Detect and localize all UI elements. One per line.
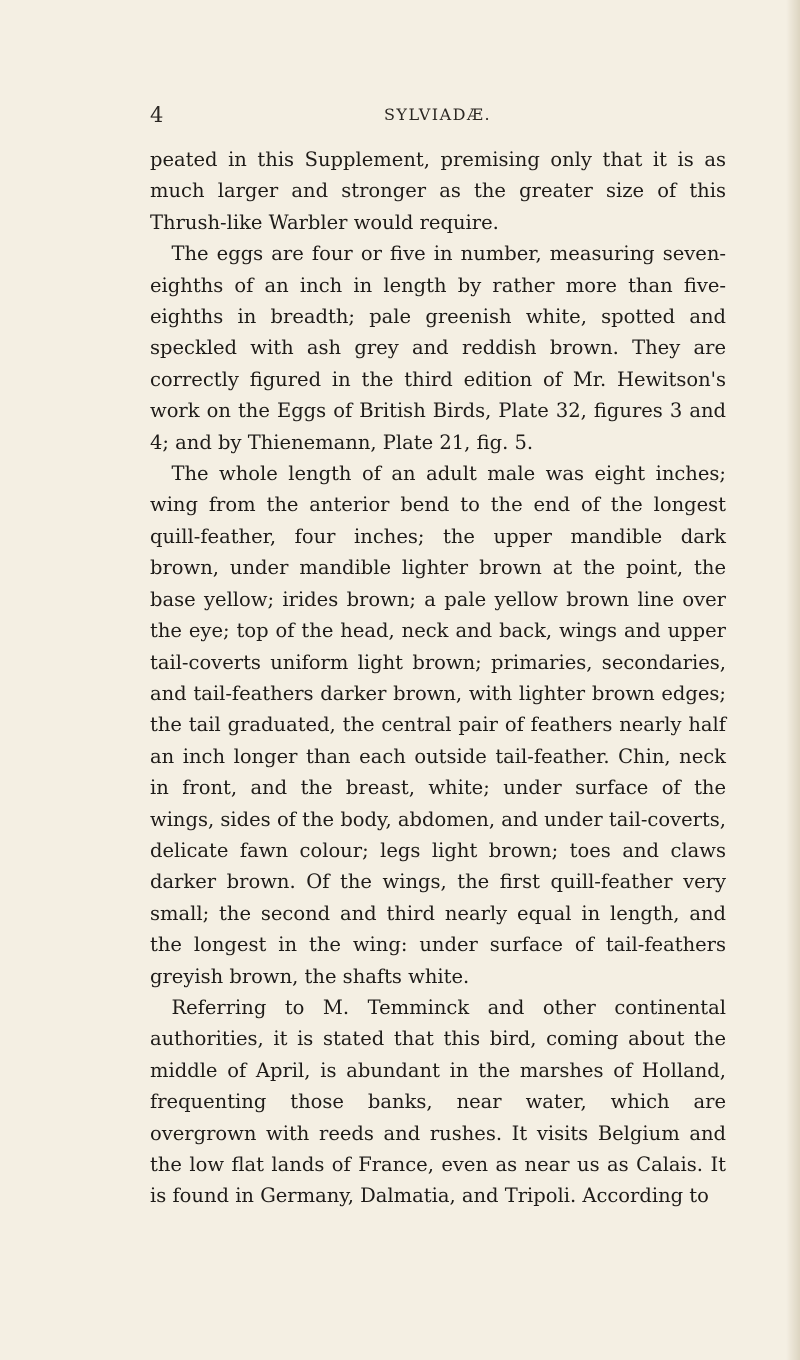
body-text (150, 144, 726, 1212)
page-number: 4 (150, 103, 164, 127)
paragraph-eggs: The eggs are four or five in number, measuring seven-eighths of an inch in length by rather more than five-eighths in breadth; pale greenish white, spotted and speckled with ash grey and reddish brown. They are correctly figured in the third edition of Mr. Hewitson's work on the Eggs of British Birds, Plate 32, figures 3 and 4; and by Thienemann, Plate 21, fig. 5. (150, 242, 726, 454)
page-edge-shadow (786, 0, 800, 1360)
paragraph-distribution: Referring to M. Temminck and other continental authorities, it is stated that this bird, coming about the middle of April, is abundant in the marshes of Holland, frequenting those banks, near water, which are overgrown with reeds and rushes. It visits Belgium and the low flat lands of France, even as near us as Calais. It is found in Germany, Dalmatia, and Tripoli. According to (150, 995, 726, 1208)
paragraph-description: The whole length of an adult male was eight inches; wing from the anterior bend to the end of the longest quill-feather, four inches; the upper mandible dark brown, under mandible lighter brown at the point, the base yellow; irides brown; a pale yellow brown line over the eye; top of the head, neck and back, wings and upper tail-coverts uniform light brown; primaries, secondaries, and tail-feathers darker brown, with lighter brown edges; the tail graduated, the central pair of feathers nearly half an inch longer than each outside tail-feather. Chin, neck in front, and the breast, white; under surface of the wings, sides of the body, abdomen, and under tail-coverts, delicate fawn colour; legs light brown; toes and claws darker brown. Of the wings, the first quill-feather very small; the second and third nearly equal in length, and the longest in the wing: under surface of tail-feathers greyish brown, the shafts white. (150, 462, 726, 988)
paragraph-continued: peated in this Supplement, premising only that it is as much larger and stronger as the greater size of this Thrush-like Warbler would require. (150, 148, 726, 234)
running-head: SYLVIADÆ. (383, 105, 492, 124)
page-header (150, 103, 725, 133)
